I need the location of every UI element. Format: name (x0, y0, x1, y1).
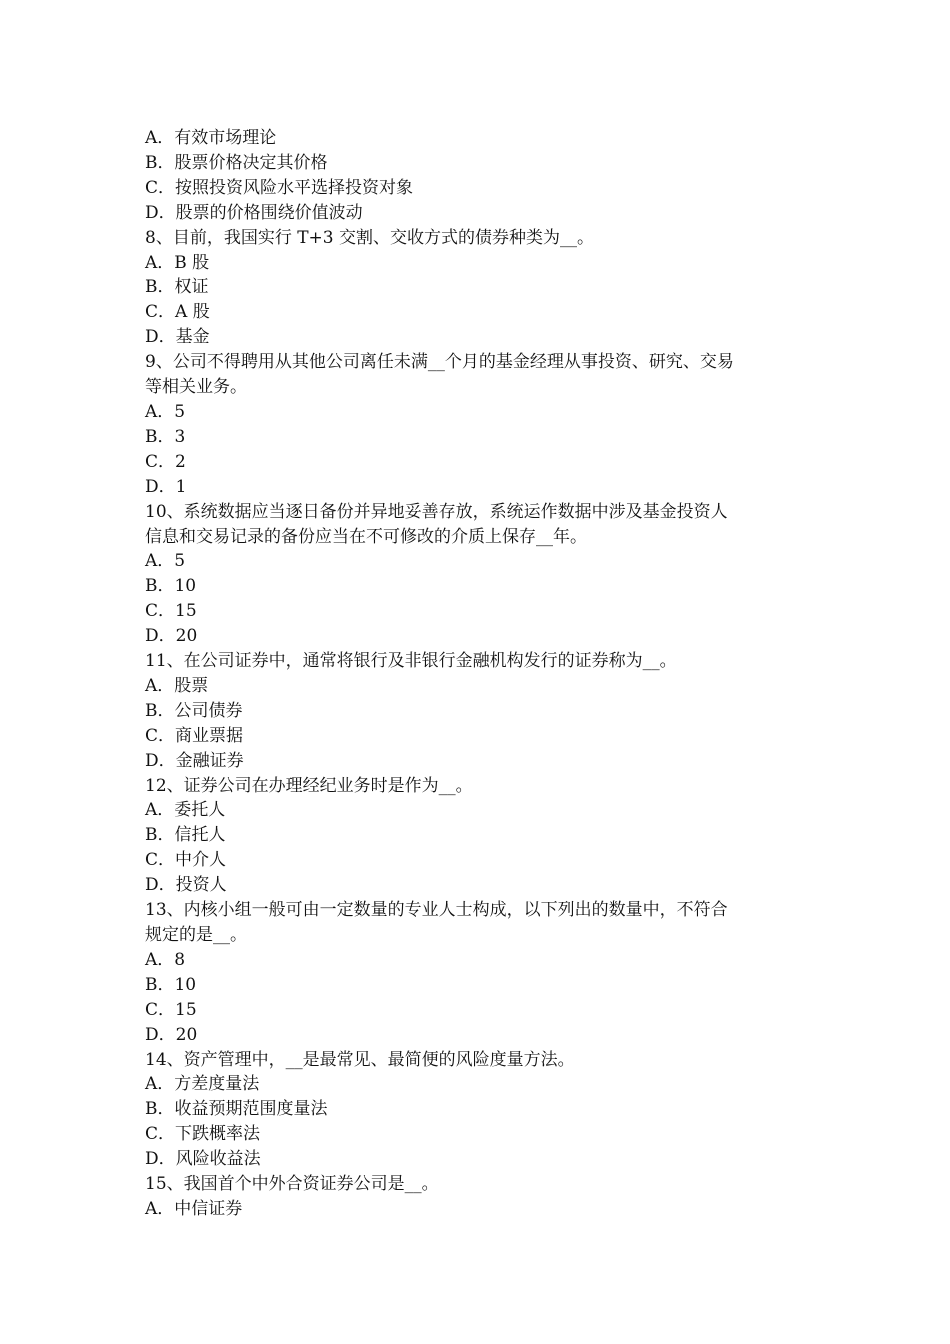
option-d-line: D．金融证券 (145, 750, 244, 771)
option-d-line: D．基金 (145, 327, 210, 348)
question-13-continued: 规定的是__。 (145, 925, 247, 945)
option-a-line: A．中信证券 (145, 1198, 243, 1219)
option-b-line: B．公司债券 (145, 700, 243, 721)
document-page (145, 126, 810, 1222)
question-10: 10、系统数据应当逐日备份并异地妥善存放，系统运作数据中涉及基金投资人 (145, 501, 728, 522)
option-d-line: D．股票的价格围绕价值波动 (145, 202, 363, 223)
option-c-line: C．15 (145, 999, 197, 1020)
option-a-line: A．8 (145, 949, 186, 970)
option-c-line: C．中介人 (145, 850, 227, 871)
option-c-line: C．下跌概率法 (145, 1124, 261, 1145)
question-14: 14、资产管理中，__是最常见、最简便的风险度量方法。 (145, 1049, 575, 1070)
option-d-line: D．20 (145, 626, 198, 647)
question-12: 12、证券公司在办理经纪业务时是作为__。 (145, 775, 473, 796)
option-a-line: A．有效市场理论 (145, 128, 277, 148)
question-15: 15、我国首个中外合资证券公司是__。 (145, 1174, 439, 1195)
option-d-line: D．投资人 (145, 875, 227, 896)
option-b-line: B．权证 (145, 277, 209, 298)
question-9: 9、公司不得聘用从其他公司离任未满__个月的基金经理从事投资、研究、交易 (145, 352, 734, 373)
option-c-line: C．2 (145, 451, 186, 472)
option-c-line: C．商业票据 (145, 725, 244, 746)
question-9-continued: 等相关业务。 (145, 377, 247, 398)
option-c-line: C．15 (145, 601, 197, 622)
option-d-line: D．1 (145, 476, 187, 497)
option-c-line: C．A 股 (145, 302, 210, 323)
option-b-line: B．股票价格决定其价格 (145, 152, 328, 173)
option-b-line: B．收益预期范围度量法 (145, 1099, 328, 1120)
option-b-line: B．10 (145, 576, 197, 597)
question-13: 13、内核小组一般可由一定数量的专业人士构成，以下列出的数量中，不符合 (145, 900, 728, 921)
question-8: 8、目前，我国实行 T+3 交割、交收方式的债券种类为__。 (145, 227, 595, 248)
option-a-line: A．B 股 (145, 252, 210, 273)
option-a-line: A．5 (145, 551, 186, 572)
option-c-line: C．按照投资风险水平选择投资对象 (145, 177, 414, 198)
option-b-line: B．10 (145, 974, 197, 995)
question-11: 11、在公司证券中，通常将银行及非银行金融机构发行的证券称为__。 (145, 651, 677, 672)
option-a-line: A．5 (145, 401, 186, 422)
question-10-continued: 信息和交易记录的备份应当在不可修改的介质上保存__年。 (145, 526, 587, 547)
option-b-line: B．信托人 (145, 825, 226, 846)
option-a-line: A．方差度量法 (145, 1074, 260, 1095)
option-a-line: A．股票 (145, 675, 209, 696)
option-a-line: A．委托人 (145, 800, 226, 821)
option-d-line: D．风险收益法 (145, 1149, 261, 1170)
option-d-line: D．20 (145, 1024, 198, 1045)
option-b-line: B．3 (145, 426, 186, 447)
